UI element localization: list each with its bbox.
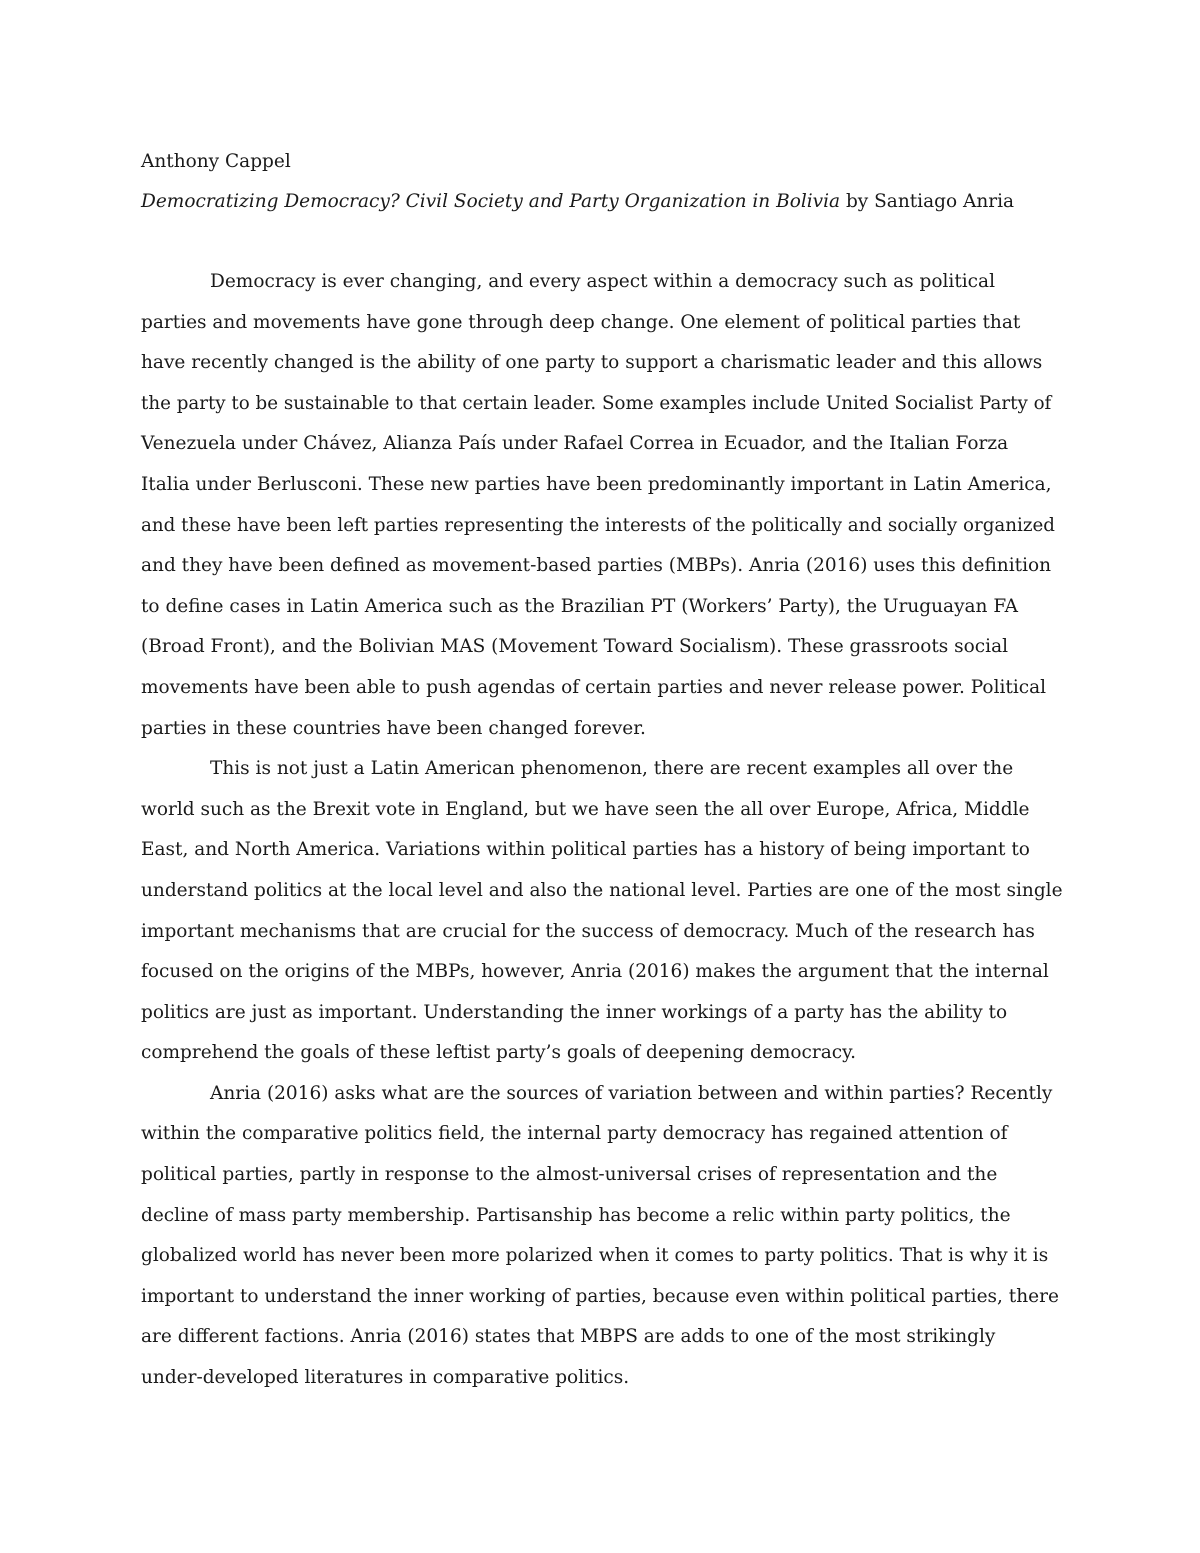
book-author-suffix: by Santiago Anria bbox=[840, 191, 1015, 212]
blank-line bbox=[141, 222, 1063, 262]
text-line: politics are just as important. Understanding the inner workings of a party has the ability to bbox=[141, 1001, 1008, 1023]
text-line: parties in these countries have been changed forever. bbox=[141, 717, 646, 739]
author-name: Anthony Cappel bbox=[141, 151, 291, 172]
text-line: decline of mass party membership. Partisanship has become a relic within party politics, the bbox=[141, 1204, 1011, 1226]
text-line: understand politics at the local level and also the national level. Parties are one of the most single bbox=[141, 879, 1063, 901]
text-line: focused on the origins of the MBPs, however, Anria (2016) makes the argument that the internal bbox=[141, 961, 1049, 983]
book-title: Democratizing Democracy? Civil Society and Party Organization in Bolivia bbox=[141, 191, 841, 212]
text-line: Anria (2016) asks what are the sources of variation between and within parties? Recently bbox=[210, 1082, 1053, 1104]
text-line: important to understand the inner working of parties, because even within political parties, there bbox=[141, 1285, 1059, 1307]
text-line: to define cases in Latin America such as the Brazilian PT (Workers’ Party), the Uruguayan FA bbox=[141, 595, 1018, 617]
text-line: important mechanisms that are crucial for the success of democracy. Much of the research has bbox=[141, 920, 1035, 942]
essay-text bbox=[141, 262, 1063, 1399]
text-line: Democracy is ever changing, and every aspect within a democracy such as political bbox=[210, 271, 995, 292]
text-line: Venezuela under Chávez, Alianza País under Rafael Correa in Ecuador, and the Italian Forza bbox=[141, 433, 1009, 455]
text-line: are different factions. Anria (2016) states that MBPS are adds to one of the most strikingly bbox=[141, 1326, 996, 1348]
text-line: Italia under Berlusconi. These new parties have been predominantly important in Latin America, bbox=[141, 473, 1052, 495]
text-line: political parties, partly in response to the almost-universal crises of representation and the bbox=[141, 1164, 998, 1186]
text-line: within the comparative politics field, the internal party democracy has regained attention of bbox=[141, 1123, 1008, 1145]
text-line: East, and North America. Variations within political parties has a history of being important to bbox=[141, 839, 1030, 861]
text-line: and these have been left parties representing the interests of the politically and socially organized bbox=[141, 514, 1055, 536]
essay-title bbox=[141, 182, 1063, 222]
text-line: comprehend the goals of these leftist party’s goals of deepening democracy. bbox=[141, 1042, 856, 1064]
text-line: world such as the Brexit vote in England, but we have seen the all over Europe, Africa, Middle bbox=[141, 798, 1030, 820]
text-line: parties and movements have gone through deep change. One element of political parties that bbox=[141, 311, 1021, 333]
text-line: movements have been able to push agendas of certain parties and never release power. Political bbox=[141, 676, 1047, 698]
text-line: have recently changed is the ability of one party to support a charismatic leader and this allows bbox=[141, 352, 1043, 374]
text-line: (Broad Front), and the Bolivian MAS (Movement Toward Socialism). These grassroots social bbox=[141, 636, 1009, 658]
text-line: and they have been defined as movement-based parties (MBPs). Anria (2016) uses this definition bbox=[141, 555, 1052, 577]
text-line: the party to be sustainable to that certain leader. Some examples include United Socialist Party of bbox=[141, 392, 1052, 414]
text-line: This is not just a Latin American phenomenon, there are recent examples all over the bbox=[210, 758, 1014, 780]
document-body bbox=[141, 142, 1063, 1399]
text-line: globalized world has never been more polarized when it comes to party politics. That is why it is bbox=[141, 1245, 1049, 1267]
text-line: under-developed literatures in comparative politics. bbox=[141, 1367, 630, 1389]
